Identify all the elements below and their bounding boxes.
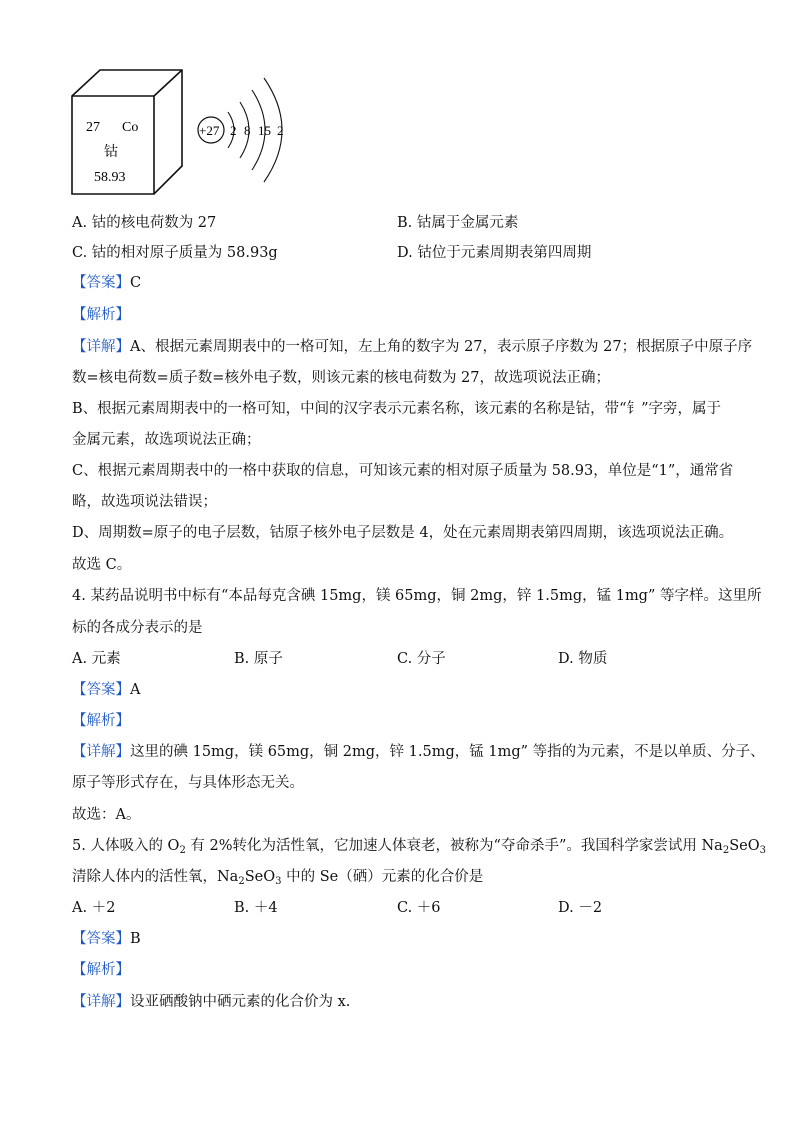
q3-option-c: C. 钴的相对原子质量为 58.93g — [72, 245, 278, 261]
q4-detail-line-1 — [72, 742, 765, 762]
q3-detail-line-7: D、周期数=原子的电子层数，钴原子核外电子层数是 4，处在元素周期表第四周期，该选项说法正确。 — [72, 525, 734, 541]
subscript: 3 — [759, 845, 766, 856]
q5-option-a: A. ＋2 — [72, 900, 116, 916]
q5-option-d: D. －2 — [558, 900, 603, 916]
q5-stem-text: SeO — [729, 838, 760, 854]
cobalt-figure — [70, 68, 300, 198]
q3-conclusion: 故选 C。 — [72, 557, 132, 573]
detail-text: 设亚硒酸钠中硒元素的化合价为 x. — [130, 994, 351, 1010]
detail-text: A、根据元素周期表中的一格可知，左上角的数字为 27，表示原子序数为 27；根据原子中原子序 — [130, 339, 753, 355]
q4-option-d: D. 物质 — [558, 651, 608, 667]
q5-answer — [72, 929, 141, 949]
nucleus-charge: +27 — [199, 123, 220, 138]
q4-analysis — [72, 711, 130, 731]
q3-detail-line-1 — [72, 337, 752, 357]
q5-option-c: C. ＋6 — [397, 900, 441, 916]
detail-tag: 【详解】 — [72, 339, 130, 355]
q3-analysis — [72, 305, 130, 325]
analysis-tag: 【解析】 — [72, 962, 130, 978]
subscript: 2 — [238, 876, 245, 887]
answer-tag: 【答案】 — [72, 931, 130, 947]
analysis-tag: 【解析】 — [72, 713, 130, 729]
subscript: 2 — [179, 845, 186, 856]
shell-electrons-1: 2 — [230, 123, 237, 138]
q5-stem-line-2 — [72, 867, 483, 887]
q4-detail-line-2: 原子等形式存在，与具体形态无关。 — [72, 775, 304, 791]
answer-tag: 【答案】 — [72, 682, 130, 698]
shell-electrons-3: 15 — [258, 123, 271, 138]
q3-option-d: D. 钴位于元素周期表第四周期 — [397, 245, 592, 261]
q3-option-b: B. 钴属于金属元素 — [397, 215, 519, 231]
q5-stem-line-1 — [72, 836, 766, 856]
answer-value: A — [130, 682, 141, 698]
element-name: 钴 — [104, 144, 118, 160]
q3-detail-line-2: 数=核电荷数=质子数=核外电子数，则该元素的核电荷数为 27，故选项说法正确； — [72, 370, 611, 386]
shell-electrons-2: 8 — [244, 123, 251, 138]
subscript: 2 — [722, 845, 730, 856]
subscript: 3 — [275, 876, 282, 887]
q3-detail-line-4: 金属元素，故选项说法正确； — [72, 432, 261, 448]
q3-option-a: A. 钴的核电荷数为 27 — [72, 215, 217, 231]
q3-answer — [72, 273, 141, 293]
element-mass: 58.93 — [94, 170, 126, 185]
q5-detail-line-1 — [72, 992, 350, 1012]
detail-tag: 【详解】 — [72, 744, 130, 760]
q5-stem-text: 有 2%转化为活性氧，它加速人体衰老，被称为“夺命杀手”。我国科学家尝试用 Na — [185, 838, 723, 854]
answer-tag: 【答案】 — [72, 275, 130, 291]
q4-stem-line-1: 4. 某药品说明书中标有“本品每克含碘 15mg，镁 65mg，铜 2mg，锌 1.5mg，锰 1mg” 等字样。这里所 — [72, 588, 762, 604]
q4-option-c: C. 分子 — [397, 651, 446, 667]
answer-value: B — [130, 931, 141, 947]
q5-stem-text: SeO — [244, 869, 276, 885]
element-number: 27 — [86, 120, 100, 135]
q5-stem-text: 5. 人体吸入的 O — [72, 838, 180, 854]
q5-stem-text: 清除人体内的活性氧，Na — [72, 869, 239, 885]
q4-option-a: A. 元素 — [72, 651, 121, 667]
q4-option-b: B. 原子 — [234, 651, 283, 667]
q4-stem-line-2: 标的各成分表示的是 — [72, 620, 203, 636]
detail-tag: 【详解】 — [72, 994, 130, 1010]
detail-text: 这里的碘 15mg，镁 65mg，铜 2mg，锌 1.5mg，锰 1mg” 等指的为元素，不是以单质、分子、 — [130, 744, 765, 760]
q5-stem-text: 中的 Se（硒）元素的化合价是 — [281, 869, 484, 885]
q3-detail-line-5: C、根据元素周期表中的一格中获取的信息，可知该元素的相对原子质量为 58.93，单位是“1”，通常省 — [72, 463, 734, 479]
element-symbol: Co — [122, 120, 139, 135]
analysis-tag: 【解析】 — [72, 307, 130, 323]
q4-conclusion: 故选：A。 — [72, 807, 141, 823]
q4-answer — [72, 680, 140, 700]
element-card-diagram — [70, 68, 300, 198]
q5-option-b: B. ＋4 — [234, 900, 278, 916]
q3-detail-line-3: B、根据元素周期表中的一格可知，中间的汉字表示元素名称，该元素的名称是钴，带“钅”字旁，属于 — [72, 401, 721, 417]
q3-detail-line-6: 略，故选项说法错误； — [72, 494, 217, 510]
shell-electrons-4: 2 — [277, 123, 284, 138]
q5-analysis — [72, 960, 130, 980]
answer-value: C — [130, 275, 142, 291]
